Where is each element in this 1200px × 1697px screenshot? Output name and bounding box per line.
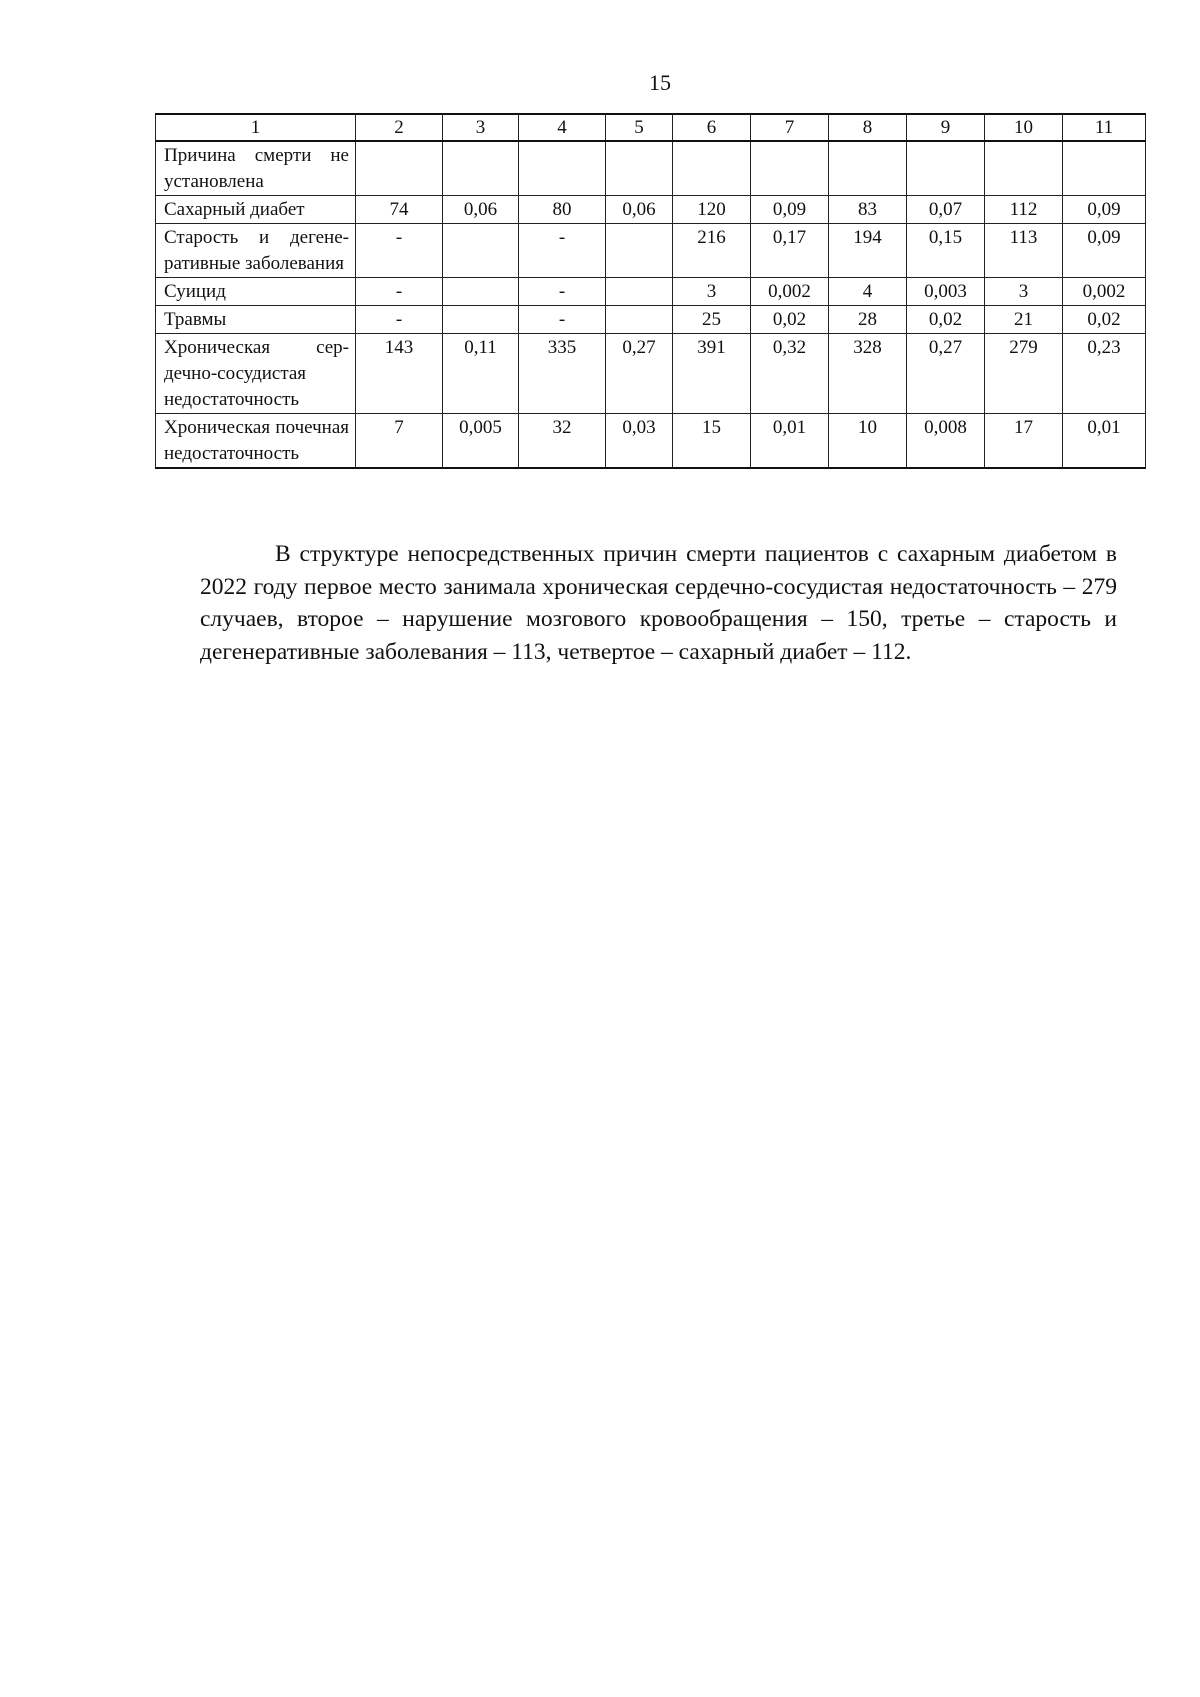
value-cell: 143 bbox=[356, 334, 443, 414]
table-row bbox=[156, 196, 1146, 224]
column-number-header: 9 bbox=[907, 114, 985, 141]
value-cell: 0,06 bbox=[606, 196, 673, 224]
value-cell: 32 bbox=[519, 414, 606, 469]
value-cell: 17 bbox=[985, 414, 1063, 469]
value-cell: 120 bbox=[673, 196, 751, 224]
value-cell: 0,03 bbox=[606, 414, 673, 469]
value-cell: - bbox=[356, 224, 443, 278]
value-cell: 0,02 bbox=[751, 306, 829, 334]
value-cell bbox=[606, 306, 673, 334]
value-cell: 0,09 bbox=[751, 196, 829, 224]
value-cell: 0,32 bbox=[751, 334, 829, 414]
value-cell: - bbox=[356, 278, 443, 306]
value-cell: 113 bbox=[985, 224, 1063, 278]
value-cell: 112 bbox=[985, 196, 1063, 224]
value-cell bbox=[751, 141, 829, 196]
value-cell: 7 bbox=[356, 414, 443, 469]
value-cell: 0,008 bbox=[907, 414, 985, 469]
value-cell: 0,01 bbox=[1063, 414, 1146, 469]
table-row bbox=[156, 141, 1146, 196]
value-cell: 0,09 bbox=[1063, 196, 1146, 224]
cause-of-death-cell: Хроническая сердечно-сосудистая недостаточность bbox=[156, 334, 356, 414]
value-cell: 194 bbox=[829, 224, 907, 278]
value-cell: 0,17 bbox=[751, 224, 829, 278]
cause-of-death-cell: Суицид bbox=[156, 278, 356, 306]
value-cell bbox=[907, 141, 985, 196]
value-cell: - bbox=[519, 306, 606, 334]
table-row bbox=[156, 414, 1146, 469]
table-row bbox=[156, 224, 1146, 278]
value-cell: 80 bbox=[519, 196, 606, 224]
value-cell: 15 bbox=[673, 414, 751, 469]
value-cell: 0,003 bbox=[907, 278, 985, 306]
value-cell bbox=[443, 306, 519, 334]
cause-of-death-cell: Травмы bbox=[156, 306, 356, 334]
value-cell: 0,23 bbox=[1063, 334, 1146, 414]
value-cell bbox=[673, 141, 751, 196]
value-cell: 0,005 bbox=[443, 414, 519, 469]
value-cell bbox=[443, 224, 519, 278]
value-cell: 328 bbox=[829, 334, 907, 414]
value-cell: 0,15 bbox=[907, 224, 985, 278]
value-cell bbox=[356, 141, 443, 196]
value-cell bbox=[606, 224, 673, 278]
value-cell: 279 bbox=[985, 334, 1063, 414]
value-cell: 0,002 bbox=[1063, 278, 1146, 306]
value-cell: 0,27 bbox=[606, 334, 673, 414]
value-cell: 0,02 bbox=[907, 306, 985, 334]
value-cell bbox=[519, 141, 606, 196]
cause-of-death-cell: Старость и дегенеративные заболевания bbox=[156, 224, 356, 278]
value-cell: 83 bbox=[829, 196, 907, 224]
table-row bbox=[156, 306, 1146, 334]
value-cell: 28 bbox=[829, 306, 907, 334]
value-cell: - bbox=[356, 306, 443, 334]
column-number-header: 6 bbox=[673, 114, 751, 141]
column-number-header: 5 bbox=[606, 114, 673, 141]
table-header-row bbox=[156, 114, 1146, 141]
value-cell: 0,11 bbox=[443, 334, 519, 414]
column-number-header: 10 bbox=[985, 114, 1063, 141]
value-cell: 10 bbox=[829, 414, 907, 469]
mortality-table bbox=[155, 113, 1146, 469]
value-cell: 0,01 bbox=[751, 414, 829, 469]
cause-of-death-cell: Причина смерти не установлена bbox=[156, 141, 356, 196]
table-row bbox=[156, 278, 1146, 306]
value-cell: 0,09 bbox=[1063, 224, 1146, 278]
value-cell bbox=[985, 141, 1063, 196]
column-number-header: 3 bbox=[443, 114, 519, 141]
column-number-header: 11 bbox=[1063, 114, 1146, 141]
value-cell: 216 bbox=[673, 224, 751, 278]
table-row bbox=[156, 334, 1146, 414]
column-number-header: 2 bbox=[356, 114, 443, 141]
value-cell: 0,27 bbox=[907, 334, 985, 414]
value-cell: 4 bbox=[829, 278, 907, 306]
value-cell: 391 bbox=[673, 334, 751, 414]
value-cell: 21 bbox=[985, 306, 1063, 334]
body-paragraph: В структуре непосредственных причин смерти пациентов с сахарным диабетом в 2022 году первое место занимала хроническая сердечно-сосудистая недостаточность – 279 случаев, второе – нарушение мозгового кровообращения – 150, третье – старость и дегенеративные заболевания – 113, четвертое – сахарный диабет – 112. bbox=[200, 541, 1117, 665]
column-number-header: 8 bbox=[829, 114, 907, 141]
column-number-header: 7 bbox=[751, 114, 829, 141]
value-cell bbox=[829, 141, 907, 196]
value-cell: 0,02 bbox=[1063, 306, 1146, 334]
page-number: 15 bbox=[649, 70, 671, 95]
value-cell bbox=[1063, 141, 1146, 196]
value-cell: - bbox=[519, 278, 606, 306]
value-cell: 0,07 bbox=[907, 196, 985, 224]
value-cell bbox=[606, 141, 673, 196]
value-cell: - bbox=[519, 224, 606, 278]
value-cell: 25 bbox=[673, 306, 751, 334]
value-cell: 3 bbox=[673, 278, 751, 306]
column-number-header: 4 bbox=[519, 114, 606, 141]
column-number-header: 1 bbox=[156, 114, 356, 141]
cause-of-death-cell: Сахарный диабет bbox=[156, 196, 356, 224]
value-cell: 0,06 bbox=[443, 196, 519, 224]
value-cell: 74 bbox=[356, 196, 443, 224]
value-cell: 3 bbox=[985, 278, 1063, 306]
value-cell bbox=[443, 278, 519, 306]
value-cell: 335 bbox=[519, 334, 606, 414]
value-cell bbox=[443, 141, 519, 196]
value-cell: 0,002 bbox=[751, 278, 829, 306]
cause-of-death-cell: Хроническая почечная недостаточность bbox=[156, 414, 356, 469]
value-cell bbox=[606, 278, 673, 306]
